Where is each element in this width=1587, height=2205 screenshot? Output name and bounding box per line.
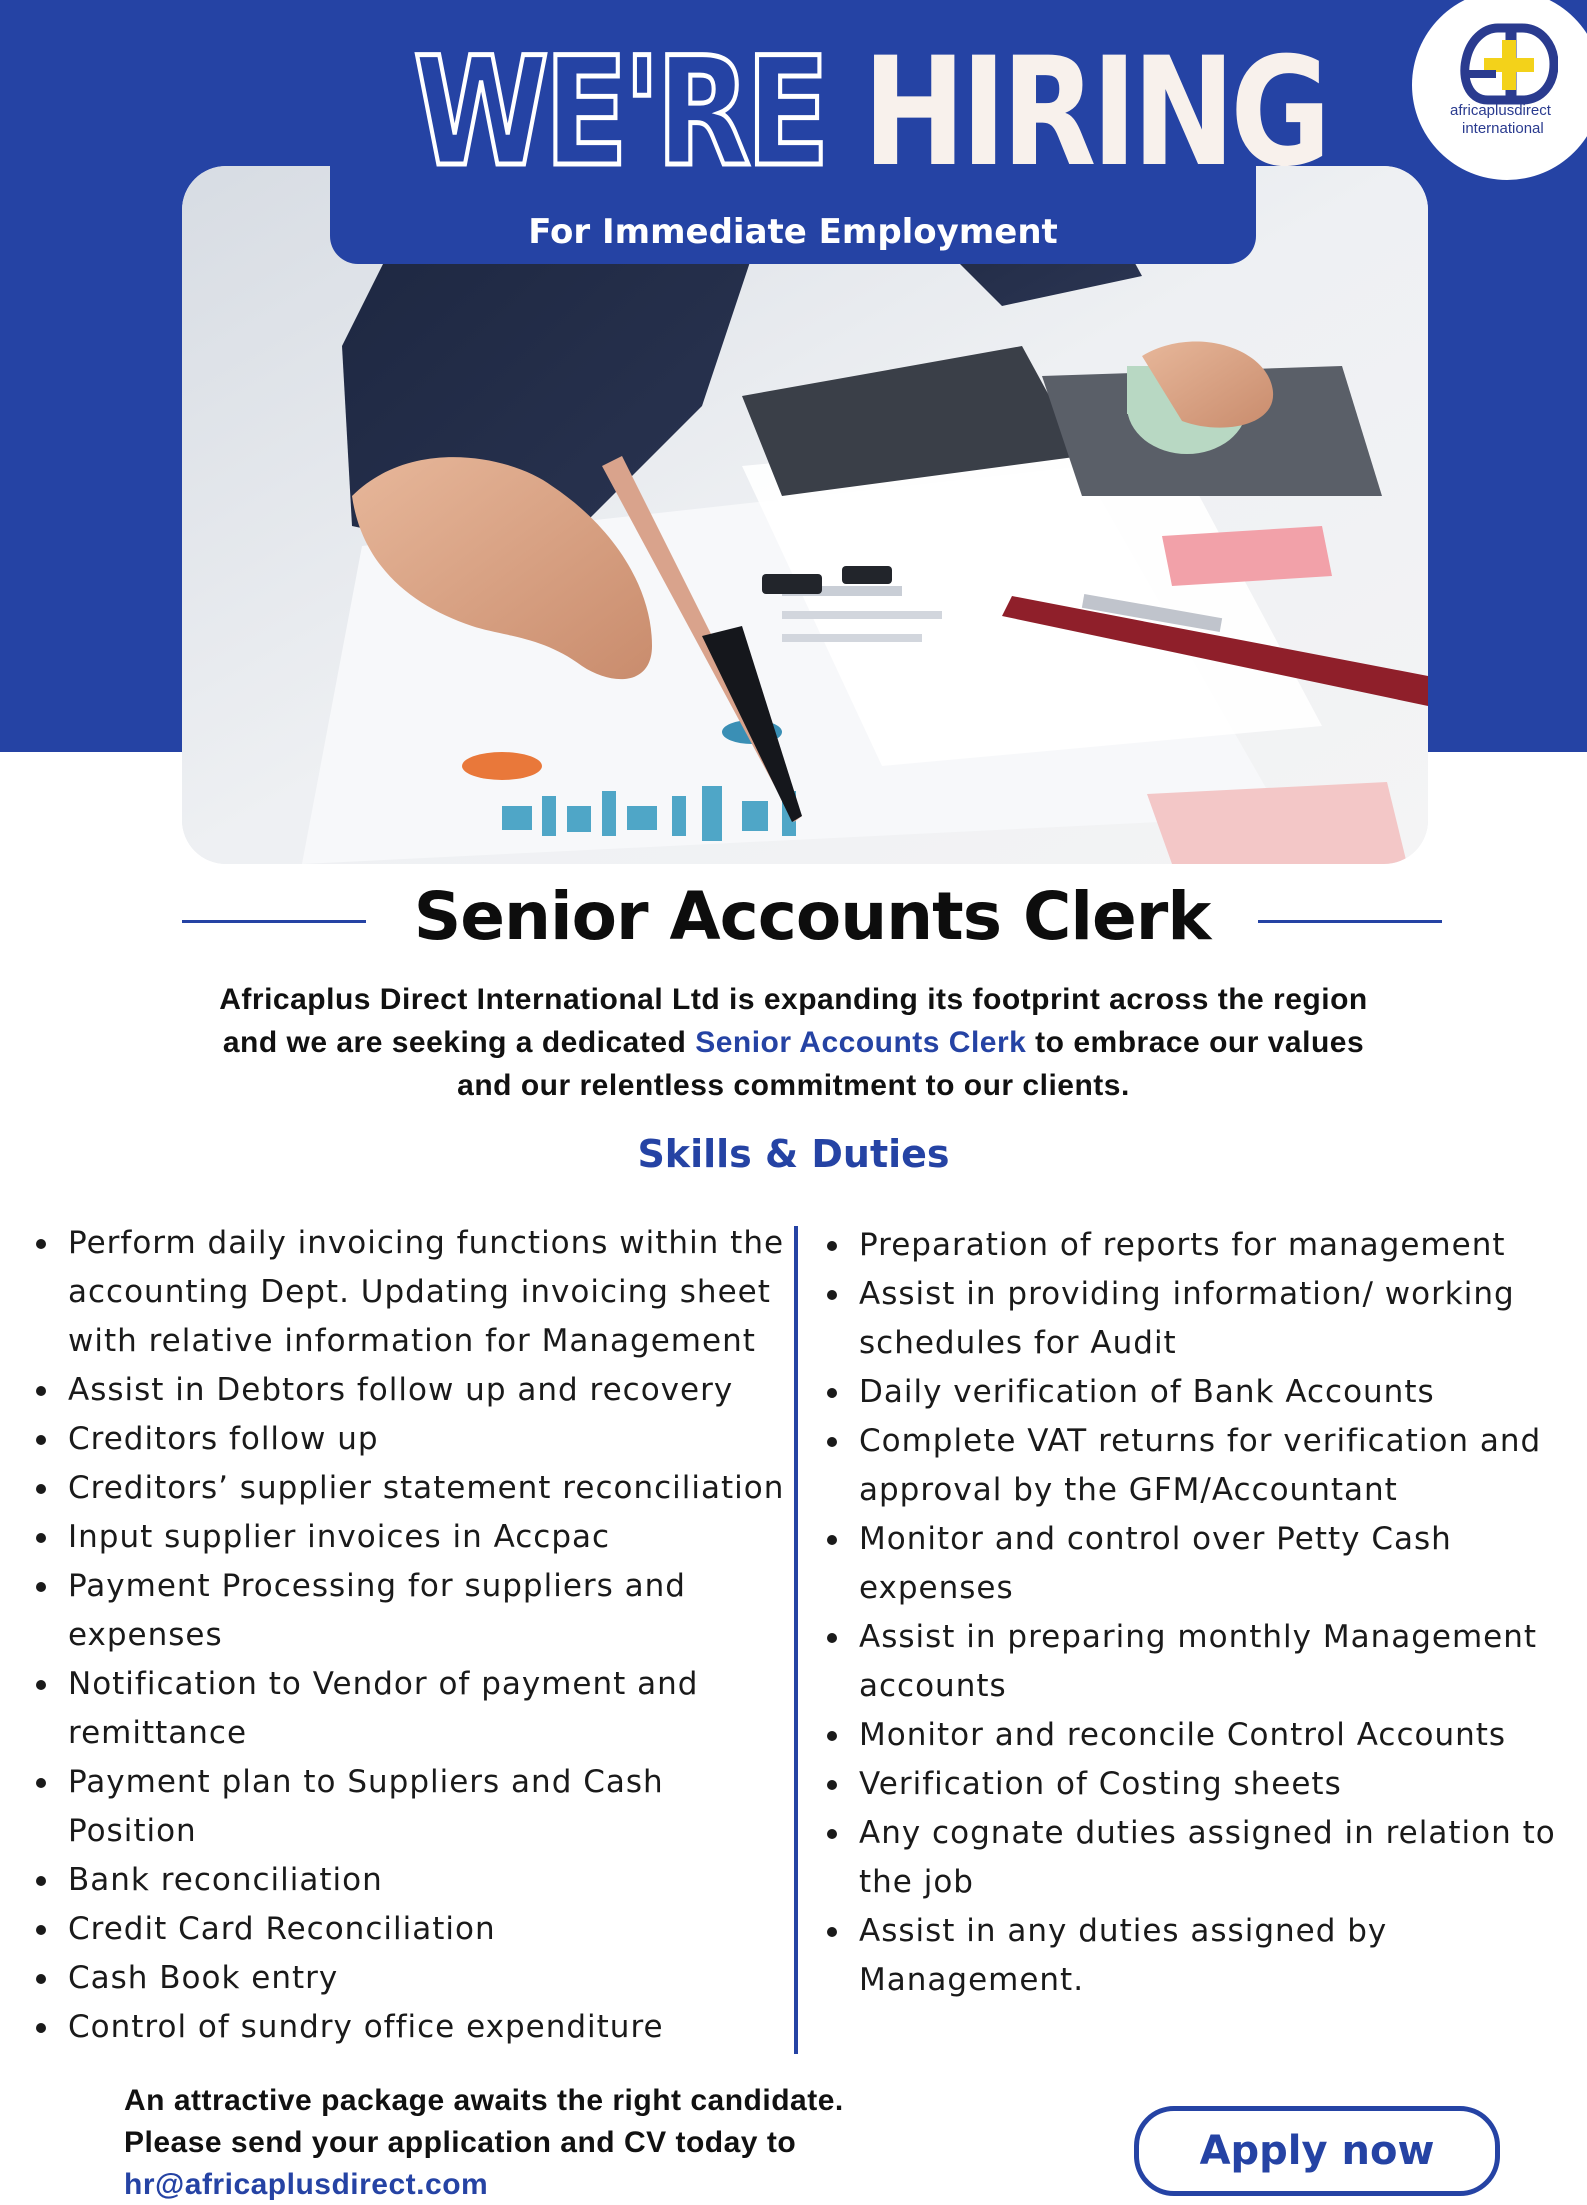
duties-list-right <box>823 1221 1563 2005</box>
list-item: Preparation of reports for management <box>823 1221 1563 1270</box>
list-item: Assist in Debtors follow up and recovery <box>32 1366 792 1415</box>
headline-banner <box>330 0 1327 264</box>
hero-photo <box>182 166 1428 864</box>
logo-name-line2: international <box>1462 120 1544 137</box>
list-item: Bank reconciliation <box>32 1856 792 1905</box>
headline-solid-word: HIRING <box>862 26 1327 200</box>
apply-now-button[interactable]: Apply now <box>1134 2106 1500 2196</box>
list-item: Input supplier invoices in Accpac <box>32 1513 792 1562</box>
footer-message <box>124 2080 1024 2205</box>
list-item: Payment plan to Suppliers and Cash Position <box>32 1758 792 1856</box>
title-divider-right <box>1258 920 1442 923</box>
list-item: Creditors follow up <box>32 1415 792 1464</box>
office-photo-icon <box>182 166 1428 864</box>
list-item: Complete VAT returns for verification and approval by the GFM/Accountant <box>823 1417 1563 1515</box>
list-item: Control of sundry office expenditure <box>32 2003 792 2052</box>
column-divider <box>794 1226 798 2054</box>
headline-outline-word: WE'RE <box>413 26 825 200</box>
list-item: Assist in any duties assigned by Management. <box>823 1907 1563 2005</box>
footer-line1: An attractive package awaits the right candidate. <box>124 2084 844 2117</box>
list-item: Creditors’ supplier statement reconciliation <box>32 1464 792 1513</box>
list-item: Daily verification of Bank Accounts <box>823 1368 1563 1417</box>
logo-mark-icon <box>1458 18 1558 108</box>
list-item: Assist in preparing monthly Management accounts <box>823 1613 1563 1711</box>
intro-paragraph <box>100 978 1487 1107</box>
contact-email-link[interactable]: hr@africaplusdirect.com <box>124 2168 489 2201</box>
list-item: Perform daily invoicing functions within the accounting Dept. Updating invoicing sheet with relative information for Management <box>32 1219 792 1366</box>
list-item: Payment Processing for suppliers and expenses <box>32 1562 792 1660</box>
subheadline: For Immediate Employment <box>528 212 1058 252</box>
logo-name-line1: africaplusdirect <box>1450 102 1551 119</box>
duties-list-left <box>32 1219 792 2052</box>
job-title: Senior Accounts Clerk <box>413 878 1211 955</box>
hiring-headline <box>413 26 1327 200</box>
intro-line3: and our relentless commitment to our clients. <box>457 1069 1130 1102</box>
list-item: Cash Book entry <box>32 1954 792 2003</box>
list-item: Assist in providing information/ working schedules for Audit <box>823 1270 1563 1368</box>
list-item: Monitor and control over Petty Cash expenses <box>823 1515 1563 1613</box>
list-item: Notification to Vendor of payment and remittance <box>32 1660 792 1758</box>
intro-job-highlight: Senior Accounts Clerk <box>695 1026 1027 1059</box>
list-item: Any cognate duties assigned in relation to the job <box>823 1809 1563 1907</box>
list-item: Verification of Costing sheets <box>823 1760 1563 1809</box>
footer-line2: Please send your application and CV today to <box>124 2126 797 2159</box>
title-divider-left <box>182 920 366 923</box>
intro-line2-start: and we are seeking a dedicated <box>222 1026 696 1059</box>
list-item: Credit Card Reconciliation <box>32 1905 792 1954</box>
skills-section-title: Skills & Duties <box>637 1132 950 1176</box>
list-item: Monitor and reconcile Control Accounts <box>823 1711 1563 1760</box>
intro-line1: Africaplus Direct International Ltd is expanding its footprint across the region <box>219 983 1368 1016</box>
intro-line2-end: to embrace our values <box>1026 1026 1365 1059</box>
